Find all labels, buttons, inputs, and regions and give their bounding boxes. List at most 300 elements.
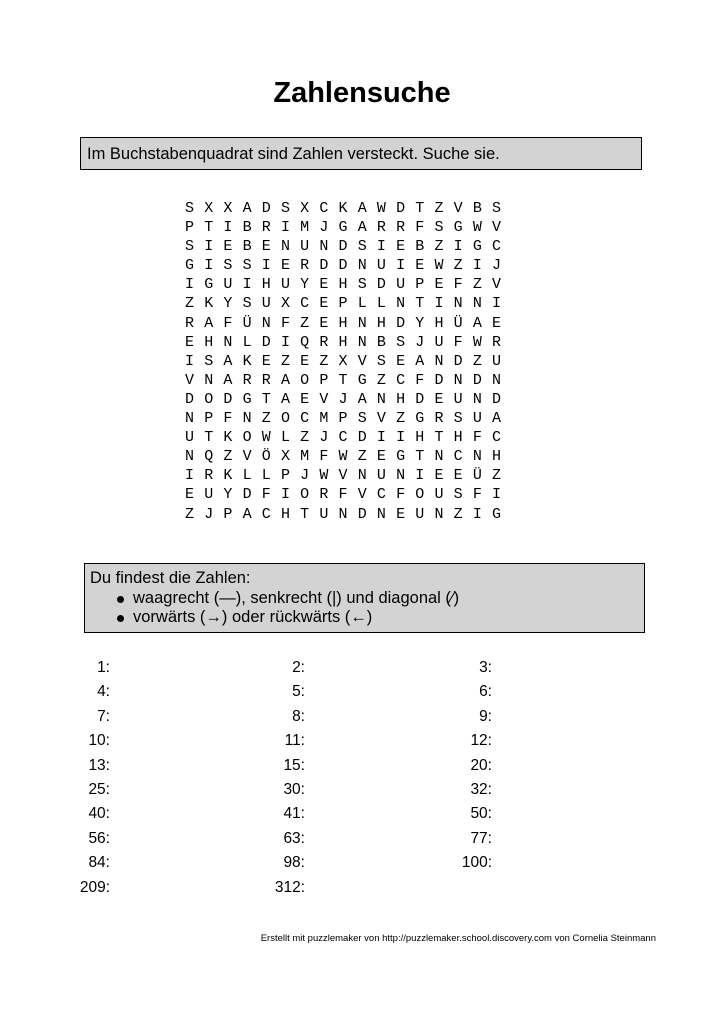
- number-label: 6:: [479, 683, 492, 701]
- grid-cell: U: [376, 467, 386, 485]
- grid-cell: Ö: [261, 448, 271, 466]
- grid-cell: R: [376, 219, 386, 237]
- grid-cell: Z: [453, 505, 463, 523]
- grid-cell: U: [223, 276, 233, 294]
- grid-cell: Y: [415, 314, 425, 332]
- grid-cell: B: [242, 219, 252, 237]
- grid-cell: A: [223, 352, 233, 370]
- grid-cell: Z: [376, 371, 386, 389]
- grid-cell: A: [357, 200, 367, 217]
- grid-cell: O: [204, 390, 214, 408]
- grid-row: [185, 466, 511, 485]
- grid-cell: Y: [300, 276, 310, 294]
- grid-cell: K: [204, 295, 214, 313]
- grid-cell: K: [223, 429, 233, 447]
- grid-cell: F: [472, 429, 482, 447]
- grid-cell: A: [357, 390, 367, 408]
- grid-cell: I: [396, 429, 406, 447]
- grid-cell: Y: [223, 295, 233, 313]
- grid-cell: R: [396, 219, 406, 237]
- grid-cell: E: [396, 352, 406, 370]
- grid-row: [185, 371, 511, 390]
- grid-cell: F: [319, 448, 329, 466]
- grid-cell: E: [396, 505, 406, 523]
- grid-cell: S: [242, 295, 252, 313]
- grid-cell: T: [261, 390, 271, 408]
- grid-cell: E: [280, 257, 290, 275]
- grid-cell: W: [338, 448, 348, 466]
- grid-row: [185, 505, 511, 524]
- grid-cell: S: [492, 200, 502, 217]
- grid-cell: D: [396, 200, 406, 217]
- grid-cell: W: [434, 257, 444, 275]
- grid-cell: A: [204, 314, 214, 332]
- grid-cell: U: [492, 352, 502, 370]
- grid-cell: U: [415, 505, 425, 523]
- grid-cell: H: [280, 505, 290, 523]
- grid-cell: S: [453, 410, 463, 428]
- grid-cell: Q: [300, 333, 310, 351]
- grid-cell: N: [185, 410, 195, 428]
- grid-row: [185, 390, 511, 409]
- grid-cell: C: [338, 429, 348, 447]
- grid-cell: S: [280, 200, 290, 217]
- number-label: 4:: [97, 683, 110, 701]
- grid-cell: V: [492, 276, 502, 294]
- number-row: [0, 732, 724, 756]
- grid-cell: Z: [300, 429, 310, 447]
- grid-cell: V: [319, 390, 329, 408]
- grid-row: [185, 294, 511, 313]
- grid-cell: A: [415, 352, 425, 370]
- grid-cell: V: [376, 410, 386, 428]
- grid-cell: C: [319, 200, 329, 217]
- grid-cell: E: [319, 276, 329, 294]
- grid-cell: I: [223, 219, 233, 237]
- grid-cell: O: [415, 486, 425, 504]
- grid-cell: Ü: [242, 314, 252, 332]
- grid-cell: D: [338, 257, 348, 275]
- grid-cell: D: [396, 314, 406, 332]
- grid-cell: A: [242, 200, 252, 217]
- grid-cell: D: [357, 429, 367, 447]
- grid-cell: P: [415, 276, 425, 294]
- grid-cell: A: [280, 371, 290, 389]
- grid-cell: D: [357, 505, 367, 523]
- grid-cell: E: [300, 390, 310, 408]
- number-label: 5:: [292, 683, 305, 701]
- grid-cell: N: [472, 390, 482, 408]
- grid-cell: I: [376, 238, 386, 256]
- grid-cell: L: [357, 295, 367, 313]
- grid-cell: T: [204, 429, 214, 447]
- grid-cell: I: [472, 257, 482, 275]
- grid-cell: L: [242, 467, 252, 485]
- grid-cell: A: [280, 390, 290, 408]
- grid-cell: E: [185, 486, 195, 504]
- grid-cell: K: [242, 352, 252, 370]
- grid-cell: U: [280, 276, 290, 294]
- grid-cell: N: [357, 467, 367, 485]
- grid-cell: I: [204, 257, 214, 275]
- grid-cell: V: [492, 219, 502, 237]
- number-label: 32:: [470, 780, 492, 798]
- grid-cell: H: [396, 390, 406, 408]
- grid-cell: U: [453, 390, 463, 408]
- grid-cell: V: [242, 448, 252, 466]
- grid-cell: A: [242, 505, 252, 523]
- grid-cell: V: [453, 200, 463, 217]
- info-item-directions: waagrecht (—), senkrecht (|) und diagonal (⁄): [90, 589, 644, 609]
- grid-cell: G: [204, 276, 214, 294]
- grid-cell: O: [300, 371, 310, 389]
- grid-cell: M: [300, 448, 310, 466]
- grid-cell: X: [204, 200, 214, 217]
- grid-cell: E: [492, 314, 502, 332]
- number-label: 25:: [88, 780, 110, 798]
- grid-cell: S: [242, 257, 252, 275]
- grid-cell: N: [338, 505, 348, 523]
- grid-row: [185, 237, 511, 256]
- grid-cell: C: [376, 486, 386, 504]
- grid-cell: D: [261, 333, 271, 351]
- grid-cell: D: [434, 371, 444, 389]
- grid-cell: F: [415, 371, 425, 389]
- grid-cell: J: [492, 257, 502, 275]
- grid-cell: J: [204, 505, 214, 523]
- number-row: [0, 757, 724, 781]
- grid-cell: U: [376, 257, 386, 275]
- grid-cell: G: [185, 257, 195, 275]
- grid-cell: I: [280, 219, 290, 237]
- number-list: [0, 659, 724, 903]
- grid-cell: R: [434, 410, 444, 428]
- grid-row: [185, 275, 511, 294]
- number-row: [0, 683, 724, 707]
- grid-cell: W: [376, 200, 386, 217]
- grid-cell: C: [261, 505, 271, 523]
- grid-cell: J: [338, 390, 348, 408]
- grid-cell: D: [338, 238, 348, 256]
- grid-cell: R: [204, 467, 214, 485]
- footer-credit: Erstellt mit puzzlemaker von http://puzzlemaker.school.discovery.com von Cornelia Steinmann: [260, 933, 656, 944]
- number-label: 10:: [88, 732, 110, 750]
- page-title: Zahlensuche: [273, 77, 451, 109]
- grid-cell: U: [261, 295, 271, 313]
- grid-cell: N: [434, 505, 444, 523]
- grid-cell: N: [185, 448, 195, 466]
- grid-cell: D: [261, 200, 271, 217]
- grid-cell: G: [453, 219, 463, 237]
- grid-cell: S: [204, 352, 214, 370]
- number-label: 56:: [88, 829, 110, 847]
- grid-cell: N: [376, 390, 386, 408]
- grid-cell: T: [415, 200, 425, 217]
- number-label: 84:: [88, 854, 110, 872]
- grid-cell: R: [319, 333, 329, 351]
- grid-cell: H: [338, 333, 348, 351]
- grid-cell: N: [242, 410, 252, 428]
- grid-cell: Z: [472, 352, 482, 370]
- number-row: [0, 708, 724, 732]
- grid-cell: I: [242, 276, 252, 294]
- grid-cell: U: [434, 486, 444, 504]
- grid-cell: I: [472, 505, 482, 523]
- grid-cell: Z: [396, 410, 406, 428]
- grid-cell: U: [319, 505, 329, 523]
- grid-cell: F: [338, 486, 348, 504]
- grid-cell: V: [357, 352, 367, 370]
- grid-cell: N: [376, 505, 386, 523]
- grid-cell: Z: [261, 410, 271, 428]
- number-label: 15:: [283, 756, 305, 774]
- grid-cell: X: [300, 200, 310, 217]
- grid-cell: L: [376, 295, 386, 313]
- grid-cell: I: [261, 257, 271, 275]
- grid-cell: G: [338, 219, 348, 237]
- grid-cell: F: [453, 333, 463, 351]
- grid-cell: I: [185, 467, 195, 485]
- grid-cell: H: [338, 314, 348, 332]
- grid-cell: L: [242, 333, 252, 351]
- grid-cell: I: [185, 352, 195, 370]
- grid-cell: F: [280, 314, 290, 332]
- grid-cell: S: [357, 276, 367, 294]
- number-label: 11:: [284, 732, 305, 750]
- grid-cell: B: [376, 333, 386, 351]
- grid-cell: P: [185, 219, 195, 237]
- grid-cell: H: [204, 333, 214, 351]
- grid-cell: Z: [434, 200, 444, 217]
- grid-cell: H: [376, 314, 386, 332]
- grid-cell: P: [319, 371, 329, 389]
- grid-cell: D: [492, 390, 502, 408]
- grid-cell: O: [300, 486, 310, 504]
- grid-cell: C: [396, 371, 406, 389]
- grid-cell: N: [492, 371, 502, 389]
- grid-cell: F: [415, 219, 425, 237]
- grid-row: [185, 352, 511, 371]
- grid-cell: D: [472, 371, 482, 389]
- grid-cell: F: [223, 314, 233, 332]
- grid-cell: P: [338, 410, 348, 428]
- number-row: [0, 805, 724, 829]
- grid-cell: N: [357, 333, 367, 351]
- grid-cell: A: [492, 410, 502, 428]
- grid-cell: C: [492, 429, 502, 447]
- grid-cell: Z: [300, 314, 310, 332]
- grid-cell: T: [300, 505, 310, 523]
- grid-cell: K: [223, 467, 233, 485]
- grid-cell: E: [415, 257, 425, 275]
- grid-cell: E: [453, 467, 463, 485]
- grid-cell: N: [472, 295, 482, 313]
- grid-cell: E: [434, 390, 444, 408]
- number-row: [0, 659, 724, 683]
- grid-cell: J: [319, 429, 329, 447]
- grid-cell: A: [223, 371, 233, 389]
- grid-cell: S: [185, 238, 195, 256]
- grid-cell: U: [300, 238, 310, 256]
- grid-cell: W: [319, 467, 329, 485]
- number-label: 209:: [79, 878, 110, 896]
- grid-cell: Z: [223, 448, 233, 466]
- grid-cell: N: [434, 448, 444, 466]
- number-label: 63:: [283, 829, 305, 847]
- grid-cell: I: [396, 257, 406, 275]
- grid-cell: Z: [185, 505, 195, 523]
- number-label: 50:: [470, 805, 492, 823]
- grid-cell: E: [261, 238, 271, 256]
- grid-cell: H: [338, 276, 348, 294]
- grid-cell: Z: [472, 276, 482, 294]
- grid-cell: N: [434, 352, 444, 370]
- grid-cell: Z: [185, 295, 195, 313]
- number-label: 9:: [479, 707, 492, 725]
- grid-cell: T: [204, 219, 214, 237]
- number-label: 77:: [470, 829, 492, 847]
- grid-cell: H: [453, 429, 463, 447]
- grid-cell: R: [492, 333, 502, 351]
- grid-cell: O: [242, 429, 252, 447]
- grid-cell: D: [185, 390, 195, 408]
- grid-cell: N: [261, 314, 271, 332]
- grid-cell: I: [492, 295, 502, 313]
- number-label: 12:: [470, 732, 492, 750]
- grid-cell: B: [415, 238, 425, 256]
- grid-cell: S: [357, 238, 367, 256]
- grid-cell: E: [185, 333, 195, 351]
- grid-cell: M: [300, 219, 310, 237]
- grid-cell: G: [242, 390, 252, 408]
- number-row: [0, 830, 724, 854]
- grid-cell: M: [319, 410, 329, 428]
- grid-cell: F: [223, 410, 233, 428]
- grid-cell: N: [319, 238, 329, 256]
- grid-cell: N: [357, 257, 367, 275]
- grid-cell: D: [415, 390, 425, 408]
- grid-cell: L: [280, 429, 290, 447]
- grid-cell: N: [453, 295, 463, 313]
- grid-cell: V: [185, 371, 195, 389]
- grid-cell: F: [396, 486, 406, 504]
- grid-cell: D: [223, 390, 233, 408]
- grid-cell: F: [472, 486, 482, 504]
- grid-row: [185, 428, 511, 447]
- grid-cell: B: [242, 238, 252, 256]
- grid-cell: Z: [492, 467, 502, 485]
- number-label: 98:: [283, 854, 305, 872]
- grid-cell: R: [261, 219, 271, 237]
- grid-cell: H: [434, 314, 444, 332]
- grid-cell: X: [280, 448, 290, 466]
- grid-cell: X: [223, 200, 233, 217]
- grid-cell: E: [223, 238, 233, 256]
- grid-cell: S: [223, 257, 233, 275]
- grid-cell: C: [300, 295, 310, 313]
- number-label: 30:: [283, 780, 305, 798]
- grid-cell: P: [338, 295, 348, 313]
- grid-cell: W: [472, 219, 482, 237]
- grid-row: [185, 218, 511, 237]
- number-label: 40:: [88, 805, 110, 823]
- number-row: [0, 781, 724, 805]
- grid-cell: H: [492, 448, 502, 466]
- grid-cell: I: [280, 333, 290, 351]
- grid-cell: W: [261, 429, 271, 447]
- grid-cell: I: [376, 429, 386, 447]
- grid-cell: I: [280, 486, 290, 504]
- number-label: 312:: [274, 878, 305, 896]
- grid-cell: S: [357, 410, 367, 428]
- grid-cell: U: [472, 410, 482, 428]
- grid-cell: I: [415, 467, 425, 485]
- grid-cell: A: [472, 314, 482, 332]
- grid-cell: N: [223, 333, 233, 351]
- info-heading: Du findest die Zahlen:: [90, 569, 251, 587]
- grid-cell: E: [319, 295, 329, 313]
- grid-cell: B: [472, 200, 482, 217]
- number-label: 41:: [283, 805, 305, 823]
- grid-cell: P: [223, 505, 233, 523]
- grid-cell: Y: [223, 486, 233, 504]
- grid-cell: G: [472, 238, 482, 256]
- number-label: 2:: [292, 659, 305, 676]
- grid-cell: H: [415, 429, 425, 447]
- grid-cell: S: [376, 352, 386, 370]
- grid-cell: P: [204, 410, 214, 428]
- grid-cell: E: [434, 467, 444, 485]
- grid-cell: Q: [204, 448, 214, 466]
- grid-cell: F: [453, 276, 463, 294]
- grid-cell: R: [319, 486, 329, 504]
- grid-cell: T: [415, 448, 425, 466]
- grid-cell: L: [261, 467, 271, 485]
- grid-cell: X: [280, 295, 290, 313]
- grid-row: [185, 409, 511, 428]
- number-label: 100:: [461, 854, 492, 872]
- grid-cell: F: [261, 486, 271, 504]
- grid-cell: Z: [453, 257, 463, 275]
- grid-cell: U: [185, 429, 195, 447]
- number-label: 1:: [97, 659, 110, 676]
- grid-cell: V: [338, 467, 348, 485]
- grid-cell: I: [492, 486, 502, 504]
- grid-cell: S: [453, 486, 463, 504]
- grid-cell: Z: [434, 238, 444, 256]
- grid-cell: E: [434, 276, 444, 294]
- info-item-orientation: vorwärts (→) oder rückwärts (←): [90, 608, 644, 628]
- grid-cell: U: [204, 486, 214, 504]
- grid-cell: Z: [319, 352, 329, 370]
- grid-cell: D: [319, 257, 329, 275]
- grid-row: [185, 256, 511, 275]
- grid-cell: N: [204, 371, 214, 389]
- grid-row: [185, 485, 511, 504]
- letter-grid: [185, 199, 511, 524]
- grid-cell: D: [453, 352, 463, 370]
- grid-cell: D: [242, 486, 252, 504]
- grid-cell: N: [396, 467, 406, 485]
- grid-cell: S: [434, 219, 444, 237]
- grid-cell: N: [396, 295, 406, 313]
- grid-cell: E: [300, 352, 310, 370]
- number-row: [0, 854, 724, 878]
- grid-cell: N: [357, 314, 367, 332]
- grid-cell: K: [338, 200, 348, 217]
- grid-cell: J: [300, 467, 310, 485]
- number-label: 7:: [97, 707, 110, 725]
